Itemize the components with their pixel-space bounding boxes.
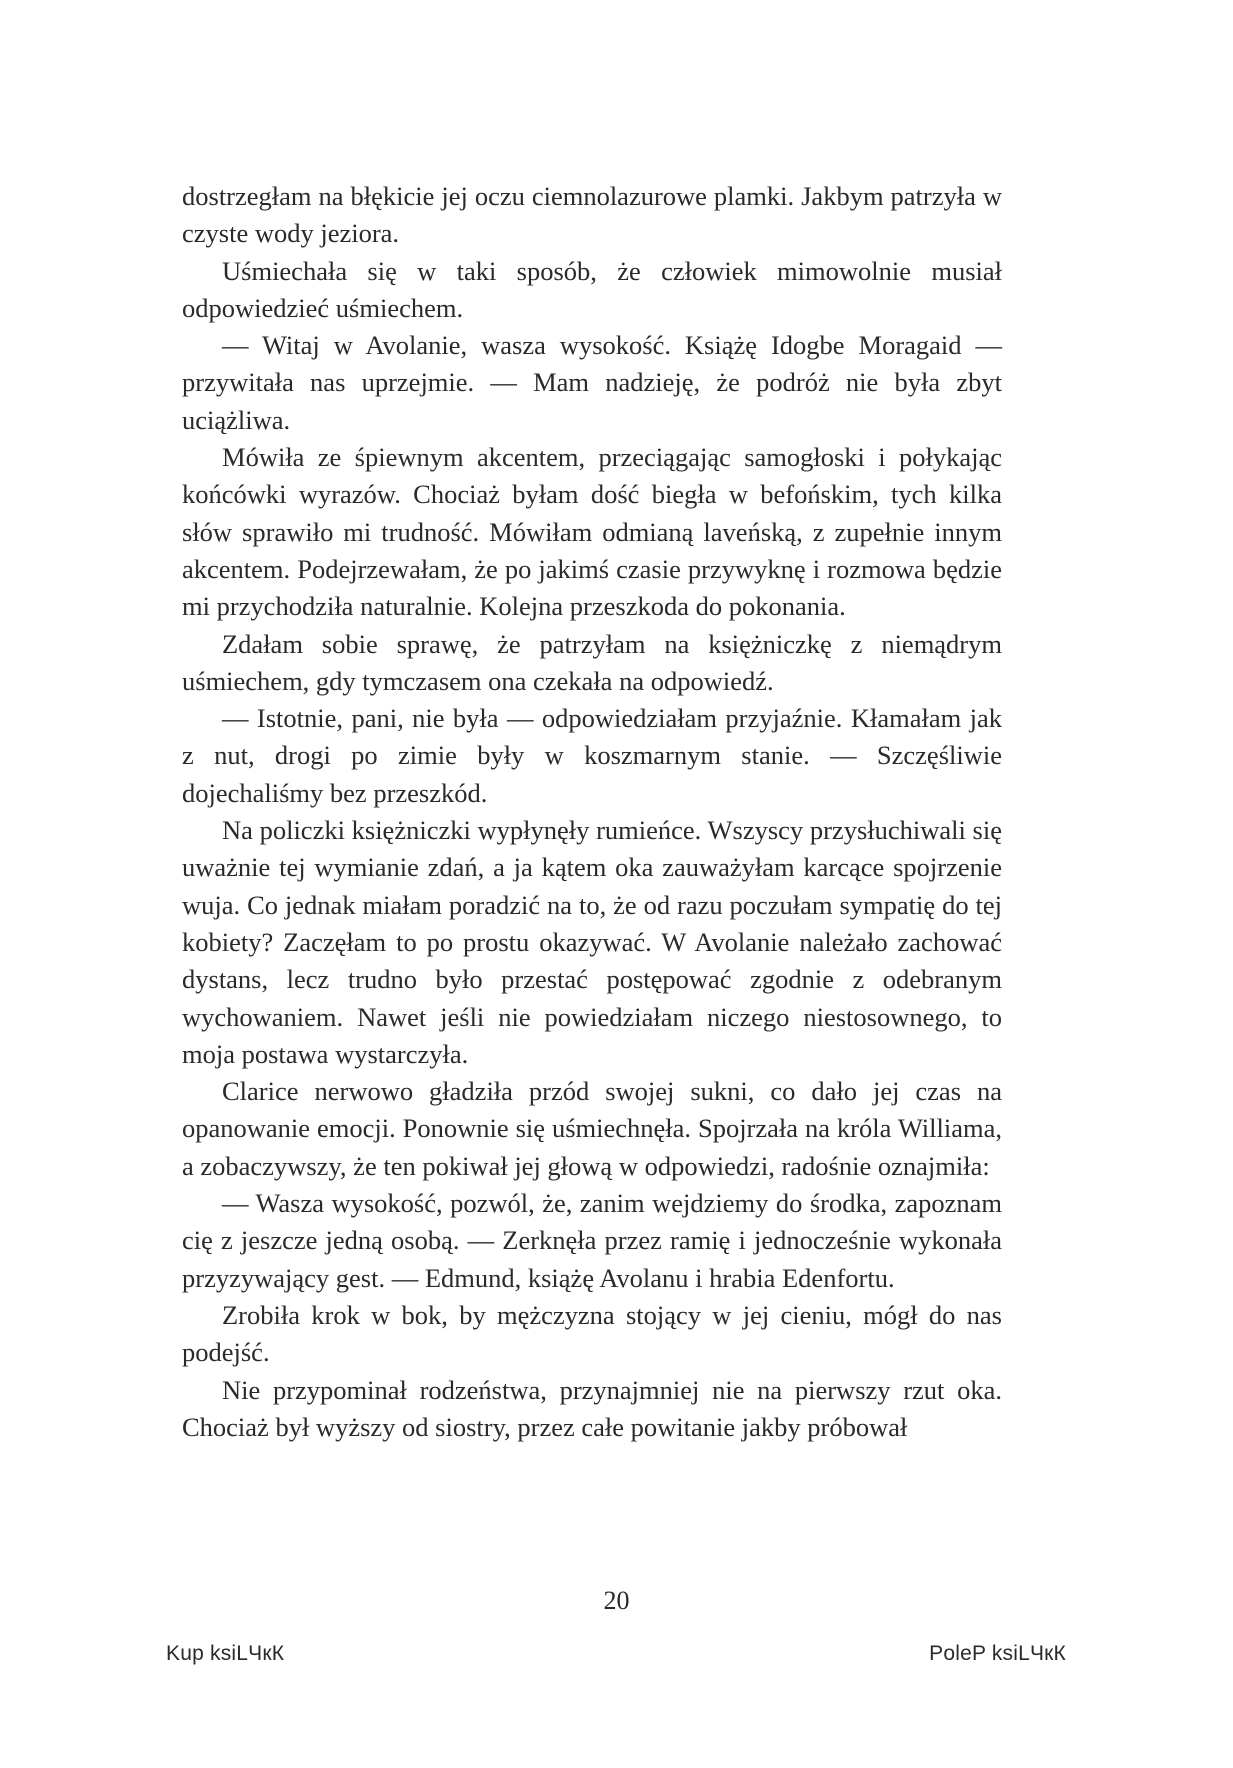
buy-book-link[interactable]: Kup ksiLЧкК: [166, 1642, 285, 1665]
paragraph: Zrobiła krok w bok, by mężczyzna stojący w jej cieniu, mógł do nas podejść.: [182, 1299, 1002, 1368]
paragraph: Uśmiechała się w taki sposób, że człowiek mimowolnie musiał odpowiedzieć uśmiechem.: [182, 255, 1002, 323]
paragraph: Clarice nerwowo gładziła przód swojej sukni, co dało jej czas na opanowanie emocji. Ponownie się uśmiechnęła. Spojrzała na króla Williama, a zobaczywszy, że ten pokiwał jej głową w odpowiedzi, radośnie oznajmiła:: [182, 1076, 1002, 1181]
paragraph: Nie przypominał rodzeństwa, przynajmniej nie na pierwszy rzut oka. Chociaż był wyższy od siostry, przez całe powitanie jakby próbował: [182, 1374, 1002, 1442]
paragraph: dostrzegłam na błękicie jej oczu ciemnolazurowe plamki. Jakbym patrzyła w czyste wody jeziora.: [182, 181, 1002, 249]
paragraph: — Witaj w Avolanie, wasza wysokość. Książę Idogbe Moragaid — przywitała nas uprzejmie. — Mam nadzieję, że podróż nie była zbyt uciążliwa.: [182, 330, 1002, 435]
paragraph: — Wasza wysokość, pozwól, że, zanim wejdziemy do środka, zapoznam cię z jeszcze jedną osobą. — Zerknęła przez ramię i jednocześnie wykonała przyzywający gest. — Edmund, książę Avolanu i hrabia Edenfortu.: [182, 1188, 1002, 1293]
paragraph: — Istotnie, pani, nie była — odpowiedziałam przyjaźnie. Kłamałam jak z nut, drogi po zimie były w koszmarnym stanie. — Szczęśliwie dojechaliśmy bez przeszkód.: [182, 703, 1002, 808]
text-body: [182, 178, 1002, 1446]
paragraph: Mówiła ze śpiewnym akcentem, przeciągając samogłoski i połykając końcówki wyrazów. Chociaż byłam dość biegła w befońskim, tych kilka słów sprawiło mi trudność. Mówiłam odmianą laveńską, z zupełnie innym akcentem. Podejrzewałam, że po jakimś czasie przywyknę i rozmowa będzie mi przychodziła naturalnie. Kolejna przeszkoda do pokonania.: [182, 442, 1002, 622]
paragraph: Zdałam sobie sprawę, że patrzyłam na księżniczkę z niemądrym uśmiechem, gdy tymczasem ona czekała na odpowiedź.: [182, 628, 1002, 696]
page-number: 20: [603, 1586, 630, 1615]
recommend-book-link[interactable]: PoleP ksiLЧкК: [929, 1642, 1066, 1665]
paragraph: Na policzki księżniczki wypłynęły rumieńce. Wszyscy przysłuchiwali się uważnie tej wymianie zdań, a ja kątem oka zauważyłam karcące spojrzenie wuja. Co jednak miałam poradzić na to, że od razu poczułam sympatię do tej kobiety? Zaczęłam to po prostu okazywać. W Avolanie należało zachować dystans, lecz trudno było przestać postępować zgodnie z odebranym wychowaniem. Nawet jeśli nie powiedziałam niczego niestosownego, to moja postawa wystarczyła.: [182, 815, 1002, 1069]
